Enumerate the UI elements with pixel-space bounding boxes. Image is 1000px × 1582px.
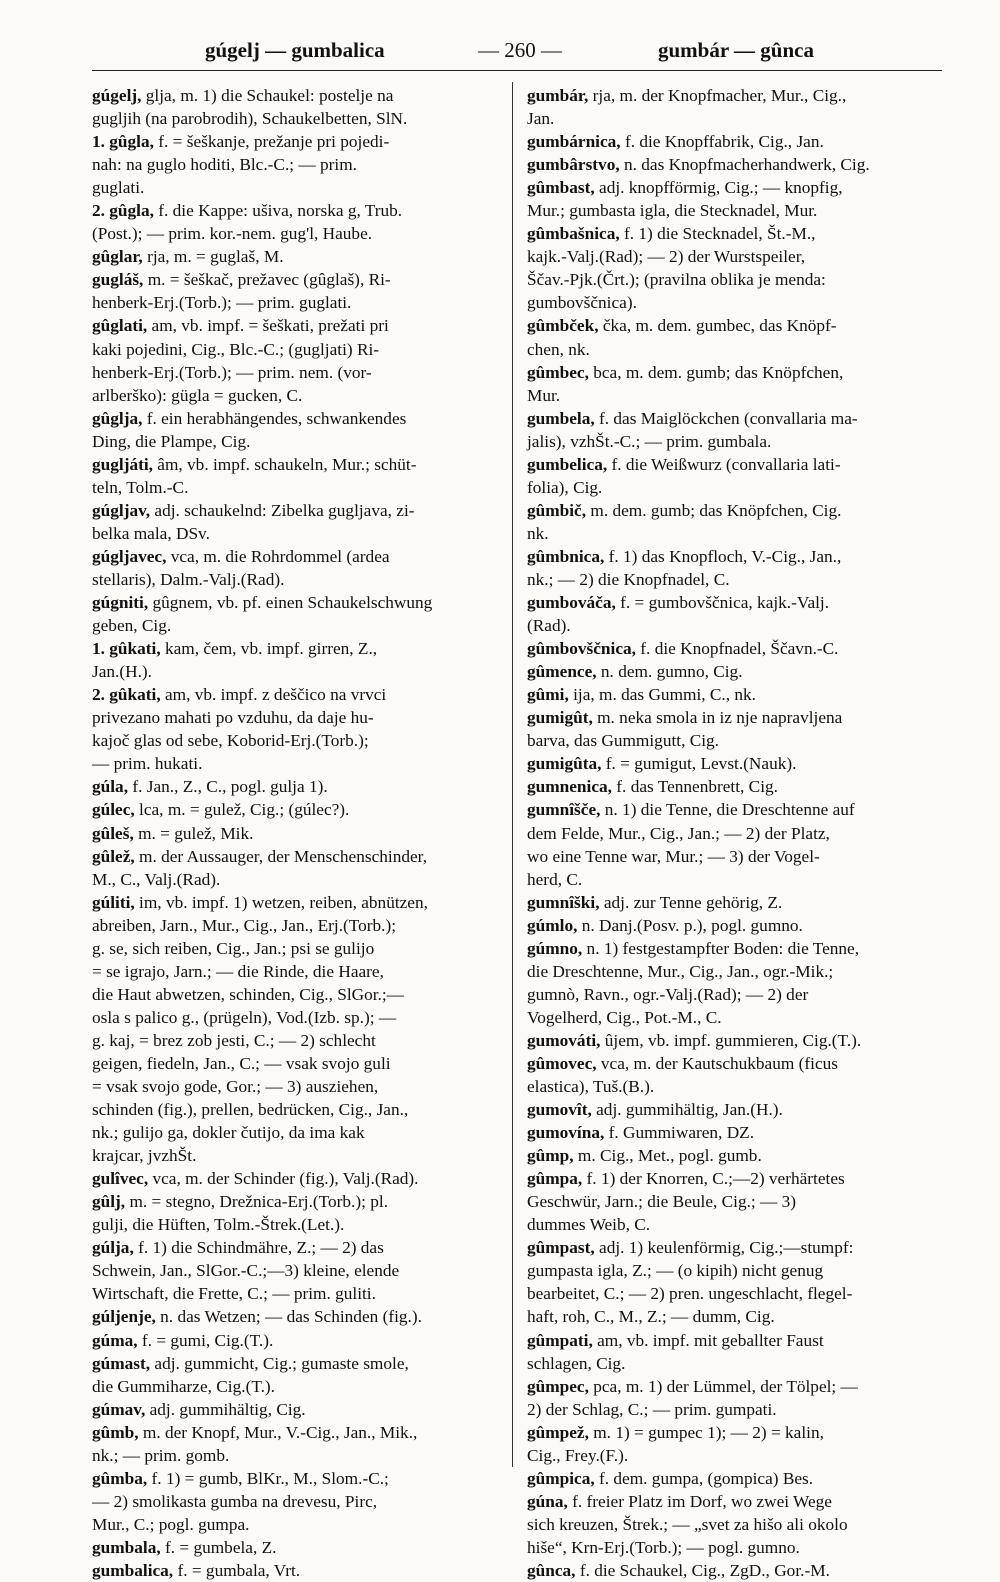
dictionary-entry	[527, 891, 942, 914]
dictionary-entry	[92, 314, 500, 406]
dictionary-entry	[92, 499, 500, 545]
entry-definition: m. dem. gumb; das Knöpfchen, Cig. nk.	[527, 500, 842, 543]
dictionary-entry	[527, 1167, 942, 1236]
entry-headword: gugljáti,	[92, 454, 153, 474]
page-header	[90, 38, 940, 70]
entry-headword: gûmbček,	[527, 316, 599, 336]
entry-definition: kam, čem, vb. impf. girren, Z., Jan.(H.).	[92, 639, 378, 682]
dictionary-entry	[527, 1098, 942, 1121]
dictionary-entry	[92, 1190, 500, 1236]
dictionary-entry	[527, 1375, 942, 1421]
entry-headword: gûmp,	[527, 1146, 574, 1166]
dictionary-entry	[527, 1467, 942, 1490]
entry-definition: adj. gummihältig, Jan.(H.).	[591, 1100, 783, 1120]
dictionary-entry	[527, 1490, 942, 1559]
entry-headword: gumnenica,	[527, 777, 612, 797]
entry-headword: gumbala,	[92, 1537, 161, 1557]
dictionary-entry	[527, 1421, 942, 1467]
entry-definition: n. das Wetzen; — das Schinden (fig.).	[155, 1307, 422, 1327]
entry-headword: gugláš,	[92, 270, 144, 290]
entry-headword: gûmence,	[527, 662, 597, 682]
entry-definition: lca, m. = gulež, Cig.; (gúlec?).	[134, 800, 350, 820]
entry-definition: m. 1) = gumpec 1); — 2) = kalin, Cig., Frey.(F.).	[527, 1422, 824, 1465]
entry-definition: vca, m. die Rohrdommel (ardea stellaris), Dalm.-Valj.(Rad).	[92, 546, 390, 589]
entry-headword: gûmbovščnica,	[527, 639, 636, 659]
entry-definition: rja, m. = guglaš, M.	[142, 247, 284, 267]
entry-headword: gúljenje,	[92, 1307, 156, 1327]
entry-headword: gúmlo,	[527, 915, 578, 935]
entry-definition: glja, m. 1) die Schaukel: postelje na gugljih (na parobrodih), Schaukelbetten, SlN.	[92, 86, 408, 129]
entry-definition: m. neka smola in iz nje napravljena barva, das Gummigutt, Cig.	[527, 708, 843, 751]
dictionary-entry	[92, 1305, 500, 1328]
entry-headword: gûlj,	[92, 1192, 126, 1212]
entry-headword: gúgniti,	[92, 593, 149, 613]
entry-headword: gúmast,	[92, 1353, 151, 1373]
dictionary-entry	[92, 268, 500, 314]
entry-definition: f. = gumi, Cig.(T.).	[137, 1330, 274, 1350]
entry-headword: gúmno,	[527, 938, 583, 958]
page-number: — 260 —	[478, 38, 562, 62]
dictionary-entry	[92, 130, 500, 199]
header-right-guide-words: gumbár — gûnca	[658, 38, 814, 62]
entry-headword: gúma,	[92, 1330, 138, 1350]
entry-headword: gumovît,	[527, 1100, 592, 1120]
dictionary-entry	[527, 1144, 942, 1167]
entry-definition: m. Cig., Met., pogl. gumb.	[573, 1146, 762, 1166]
left-column	[92, 84, 500, 1582]
entry-definition: m. der Knopf, Mur., V.-Cig., Jan., Mik., nk.; — prim. gomb.	[92, 1422, 418, 1465]
entry-definition: n. 1) die Tenne, die Dreschtenne auf dem Felde, Mur., Cig., Jan.; — 2) der Platz, wo eine Tenne war, Mur.; — 3) der Vogel- herd, C.	[527, 800, 855, 889]
entry-headword: gúgljav,	[92, 500, 151, 520]
dictionary-entry	[92, 1398, 500, 1421]
entry-headword: gumigût,	[527, 708, 593, 728]
column-divider	[512, 82, 513, 1467]
entry-definition: f. = gumbovščnica, kajk.-Valj. (Rad).	[527, 593, 830, 636]
dictionary-entry	[92, 775, 500, 798]
entry-definition: am, vb. impf. = šeškati, prežati pri kaki pojedini, Cig., Blc.-C.; (gugljati) Ri- henberk-Erj.(Torb.); — prim. nem. (vor- arlberško): gügla = gucken, C.	[92, 316, 389, 405]
entry-headword: gûlež,	[92, 846, 135, 866]
entry-definition: vca, m. der Kautschukbaum (ficus elastica), Tuš.(B.).	[527, 1053, 838, 1097]
dictionary-entry	[527, 937, 942, 1029]
dictionary-entry	[527, 683, 942, 706]
dictionary-entry	[527, 222, 942, 314]
entry-headword: gúlec,	[92, 800, 135, 820]
entry-headword: gumbârstvo,	[527, 155, 620, 175]
entry-headword: gûmbast,	[527, 178, 595, 198]
entry-headword: gumbelica,	[527, 454, 608, 474]
entry-definition: m. = gulež, Mik.	[133, 823, 254, 843]
entry-definition: f. die Schaukel, Cig., ZgD., Gor.-M.	[575, 1561, 830, 1580]
entry-definition: n. 1) festgestampfter Boden: die Tenne, die Dreschtenne, Mur., Cig., Jan., ogr.-Mik.; gumnò, Ravn., ogr.-Valj.(Rad); — 2) der Vogelherd, Cig., Pot.-M., C.	[527, 938, 860, 1027]
dictionary-entry	[92, 845, 500, 891]
entry-definition: čka, m. dem. gumbec, das Knöpf- chen, nk.	[527, 316, 837, 359]
dictionary-entry	[527, 1052, 942, 1098]
dictionary-entry	[527, 752, 942, 775]
dictionary-entry	[92, 245, 500, 268]
entry-headword: gûmba,	[92, 1468, 148, 1488]
dictionary-entry	[92, 1167, 500, 1190]
entry-definition: pca, m. 1) der Lümmel, der Tölpel; — 2) der Schlag, C.; — prim. gumpati.	[527, 1376, 858, 1419]
entry-headword: gûglja,	[92, 408, 143, 428]
entry-definition: m. = šeškač, prežavec (gûglaš), Ri- henberk-Erj.(Torb.); — prim. guglati.	[92, 270, 391, 313]
entry-headword: gúliti,	[92, 892, 135, 912]
dictionary-entry	[527, 1029, 942, 1052]
entry-definition: f. = gumbala, Vrt.	[173, 1561, 301, 1580]
entry-definition: âm, vb. impf. schaukeln, Mur.; schüt- teln, Tolm.-C.	[92, 454, 417, 497]
entry-headword: gumigûta,	[527, 754, 602, 774]
entry-headword: 2. gûgla,	[92, 201, 154, 221]
entry-headword: gûleš,	[92, 823, 134, 843]
dictionary-entry	[92, 407, 500, 453]
dictionary-entry	[92, 1352, 500, 1398]
entry-headword: 2. gûkati,	[92, 685, 161, 705]
dictionary-entry	[92, 545, 500, 591]
dictionary-entry	[92, 798, 500, 821]
dictionary-entry	[92, 683, 500, 775]
entry-definition: bca, m. dem. gumb; das Knöpfchen, Mur.	[527, 362, 844, 405]
dictionary-entry	[527, 545, 942, 591]
entry-headword: gumbalica,	[92, 1561, 174, 1580]
entry-headword: gûmbec,	[527, 362, 589, 382]
dictionary-entry	[527, 84, 942, 130]
dictionary-entry	[527, 706, 942, 752]
entry-definition: ûjem, vb. impf. gummieren, Cig.(T.).	[600, 1030, 862, 1050]
dictionary-entry	[92, 1421, 500, 1467]
entry-headword: gûmbič,	[527, 500, 587, 520]
entry-headword: gúna,	[527, 1491, 568, 1511]
entry-headword: gumováti,	[527, 1030, 601, 1050]
entry-definition: n. dem. gumno, Cig.	[596, 662, 743, 682]
entry-definition: adj. 1) keulenförmig, Cig.;—stumpf: gumpasta igla, Z.; — (o kipih) nicht genug bearbeitet, C.; — 2) pren. ungeschlacht, flegel- haft, roh, C., M., Z.; — dumm, Cig.	[527, 1238, 854, 1327]
entry-definition: n. das Knopfmacherhandwerk, Cig.	[619, 155, 870, 175]
entry-headword: gûmpati,	[527, 1330, 593, 1350]
dictionary-entry	[92, 199, 500, 245]
dictionary-entry	[92, 453, 500, 499]
entry-definition: f. 1) der Knorren, C.;—2) verhärtetes Geschwür, Jarn.; die Beule, Cig.; — 3) dummes Weib, C.	[527, 1169, 845, 1235]
dictionary-entry	[527, 1121, 942, 1144]
entry-headword: gûmpa,	[527, 1169, 583, 1189]
dictionary-entry	[92, 591, 500, 637]
entry-definition: f. 1) die Schindmähre, Z.; — 2) das Schwein, Jan., SlGor.-C.;—3) kleine, elende Wirtschaft, die Frette, C.; — prim. guliti.	[92, 1238, 400, 1304]
entry-definition: rja, m. der Knopfmacher, Mur., Cig., Jan.	[527, 86, 847, 129]
dictionary-entry	[527, 1559, 942, 1582]
entry-headword: gulîvec,	[92, 1169, 149, 1189]
dictionary-entry	[527, 499, 942, 545]
dictionary-entry	[92, 1536, 500, 1559]
entry-definition: f. freier Platz im Dorf, wo zwei Wege sich kreuzen, Štrek.; — „svet za hišo ali okolo hiše“, Krn-Erj.(Torb.); — pogl. gumno.	[527, 1491, 848, 1557]
entry-headword: gumnîšče,	[527, 800, 601, 820]
entry-headword: gûglati,	[92, 316, 148, 336]
entry-definition: adj. zur Tenne gehörig, Z.	[599, 892, 783, 912]
entry-headword: gûmi,	[527, 685, 569, 705]
entry-definition: n. Danj.(Posv. p.), pogl. gumno.	[577, 915, 803, 935]
entry-definition: f. das Tennenbrett, Cig.	[611, 777, 778, 797]
dictionary-entry	[92, 1236, 500, 1305]
dictionary-entry	[527, 914, 942, 937]
entry-definition: adj. knopfförmig, Cig.; — knopfig, Mur.; gumbasta igla, die Stecknadel, Mur.	[527, 178, 843, 221]
entry-headword: gûglar,	[92, 247, 143, 267]
entry-definition: f. 1) = gumb, BlKr., M., Slom.-C.; — 2) smolikasta gumba na drevesu, Pirc, Mur., C.; pogl. gumpa.	[92, 1468, 389, 1534]
entry-definition: adj. gummihältig, Cig.	[145, 1399, 306, 1419]
dictionary-entry	[527, 176, 942, 222]
entry-headword: gúgelj,	[92, 86, 142, 105]
entry-definition: adj. gummicht, Cig.; gumaste smole, die Gummiharze, Cig.(T.).	[92, 1353, 409, 1396]
entry-definition: f. Jan., Z., C., pogl. gulja 1).	[128, 777, 328, 797]
dictionary-entry	[527, 153, 942, 176]
entry-headword: gumnîški,	[527, 892, 600, 912]
dictionary-entry	[92, 1467, 500, 1536]
entry-definition: am, vb. impf. z deščico na vrvci privezano mahati po vzduhu, da daje hu- kajoč glas od sebe, Koborid-Erj.(Torb.); — prim. hukati.	[92, 685, 387, 774]
entry-headword: gúlja,	[92, 1238, 134, 1258]
entry-definition: f. das Maiglöckchen (convallaria ma- jalis), vzhŠt.-C.; — prim. gumbala.	[527, 408, 858, 451]
entry-definition: ija, m. das Gummi, C., nk.	[568, 685, 756, 705]
entry-headword: gûmpež,	[527, 1422, 589, 1442]
dictionary-entry	[527, 798, 942, 890]
entry-definition: f. die Weißwurz (convallaria lati- folia), Cig.	[527, 454, 841, 497]
entry-headword: gûmbašnica,	[527, 224, 620, 244]
entry-headword: gúla,	[92, 777, 129, 797]
header-left-guide-words: gúgelj — gumbalica	[205, 38, 385, 62]
entry-headword: gúmav,	[92, 1399, 146, 1419]
dictionary-entry	[527, 1236, 942, 1328]
entry-headword: gûmb,	[92, 1422, 139, 1442]
dictionary-entry	[527, 1329, 942, 1375]
entry-headword: gumbárnica,	[527, 132, 621, 152]
entry-definition: f. = gumigut, Levst.(Nauk).	[601, 754, 797, 774]
entry-definition: adj. schaukelnd: Zibelka gugljava, zi- belka mala, DSv.	[92, 500, 415, 543]
entry-definition: f. 1) die Stecknadel, Št.-M., kajk.-Valj.(Rad); — 2) der Wurstspeiler, Ščav.-Pjk.(Črt.); (pravilna oblika je menda: gumbovščnica).	[527, 224, 826, 313]
dictionary-entry	[527, 660, 942, 683]
entry-definition: f. die Kappe: ušiva, norska g, Trub. (Post.); — prim. kor.-nem. gug'l, Haube.	[92, 201, 403, 244]
entry-headword: gûmpec,	[527, 1376, 589, 1396]
entry-headword: gûmpica,	[527, 1468, 595, 1488]
entry-definition: f. die Knopffabrik, Cig., Jan.	[620, 132, 824, 152]
entry-headword: gumbela,	[527, 408, 595, 428]
entry-definition: im, vb. impf. 1) wetzen, reiben, abnützen, abreiben, Jarn., Mur., Cig., Jan., Erj.(Torb.); g. se, sich reiben, Cig., Jan.; psi se gulijo = se igrajo, Jarn.; — die Rinde, die Haare, die Haut abwetzen, schinden, Cig., SlGor.;— osla s palico g., (prügeln), Vod.(Izb. sp.); — g. kaj, = brez zob jesti, C.; — 2) schlecht geigen, fiedeln, Jan., C.; — vsak svojo guli = vsak svojo gode, Gor.; — 3) ausziehen, schinden (fig.), prellen, bedrücken, Cig., Jan., nk.; gulijo ga, dokler čutijo, da ima kak krajcar, jvzhŠt.	[92, 892, 428, 1166]
dictionary-entry	[92, 891, 500, 1168]
dictionary-entry	[527, 453, 942, 499]
entry-headword: gumovína,	[527, 1123, 605, 1143]
entry-headword: gúgljavec,	[92, 546, 167, 566]
entry-headword: 1. gûgla,	[92, 132, 154, 152]
entry-headword: gûmbnica,	[527, 546, 605, 566]
entry-headword: 1. gûkati,	[92, 639, 161, 659]
entry-definition: gûgnem, vb. pf. einen Schaukelschwung geben, Cig.	[92, 593, 433, 636]
entry-definition: f. die Knopfnadel, Ščavn.-C.	[635, 639, 839, 659]
header-rule	[92, 70, 942, 71]
entry-definition: f. = šeškanje, prežanje pri pojedi- nah: na guglo hoditi, Blc.-C.; — prim. guglati.	[92, 132, 390, 198]
dictionary-entry	[527, 637, 942, 660]
entry-headword: gûmpast,	[527, 1238, 595, 1258]
dictionary-entry	[527, 130, 942, 153]
dictionary-entry	[527, 314, 942, 360]
dictionary-entry	[92, 1559, 500, 1582]
entry-definition: f. ein herabhängendes, schwankendes Ding, die Plampe, Cig.	[92, 408, 407, 451]
dictionary-entry	[527, 361, 942, 407]
entry-definition: am, vb. impf. mit geballter Faust schlagen, Cig.	[527, 1330, 824, 1373]
entry-definition: m. = stegno, Drežnica-Erj.(Torb.); pl. gulji, die Hüften, Tolm.-Štrek.(Let.).	[92, 1192, 389, 1235]
right-column	[527, 84, 942, 1582]
entry-definition: f. = gumbela, Z.	[160, 1537, 277, 1557]
dictionary-entry	[92, 84, 500, 130]
entry-definition: vca, m. der Schinder (fig.), Valj.(Rad).	[148, 1169, 419, 1189]
entry-definition: f. Gummiwaren, DZ.	[604, 1123, 755, 1143]
dictionary-entry	[92, 822, 500, 845]
entry-definition: f. dem. gumpa, (gompica) Bes.	[594, 1468, 814, 1488]
dictionary-entry	[92, 637, 500, 683]
entry-definition: f. 1) das Knopfloch, V.-Cig., Jan., nk.; — 2) die Knopfnadel, C.	[527, 546, 842, 589]
dictionary-entry	[527, 591, 942, 637]
entry-definition: m. der Aussauger, der Menschenschinder, M., C., Valj.(Rad).	[92, 846, 428, 889]
dictionary-entry	[92, 1329, 500, 1352]
entry-headword: gumbár,	[527, 86, 589, 105]
entry-headword: gûmovec,	[527, 1053, 597, 1073]
dictionary-entry	[527, 407, 942, 453]
entry-headword: gûnca,	[527, 1561, 576, 1580]
entry-headword: gumbováča,	[527, 593, 616, 613]
dictionary-entry	[527, 775, 942, 798]
